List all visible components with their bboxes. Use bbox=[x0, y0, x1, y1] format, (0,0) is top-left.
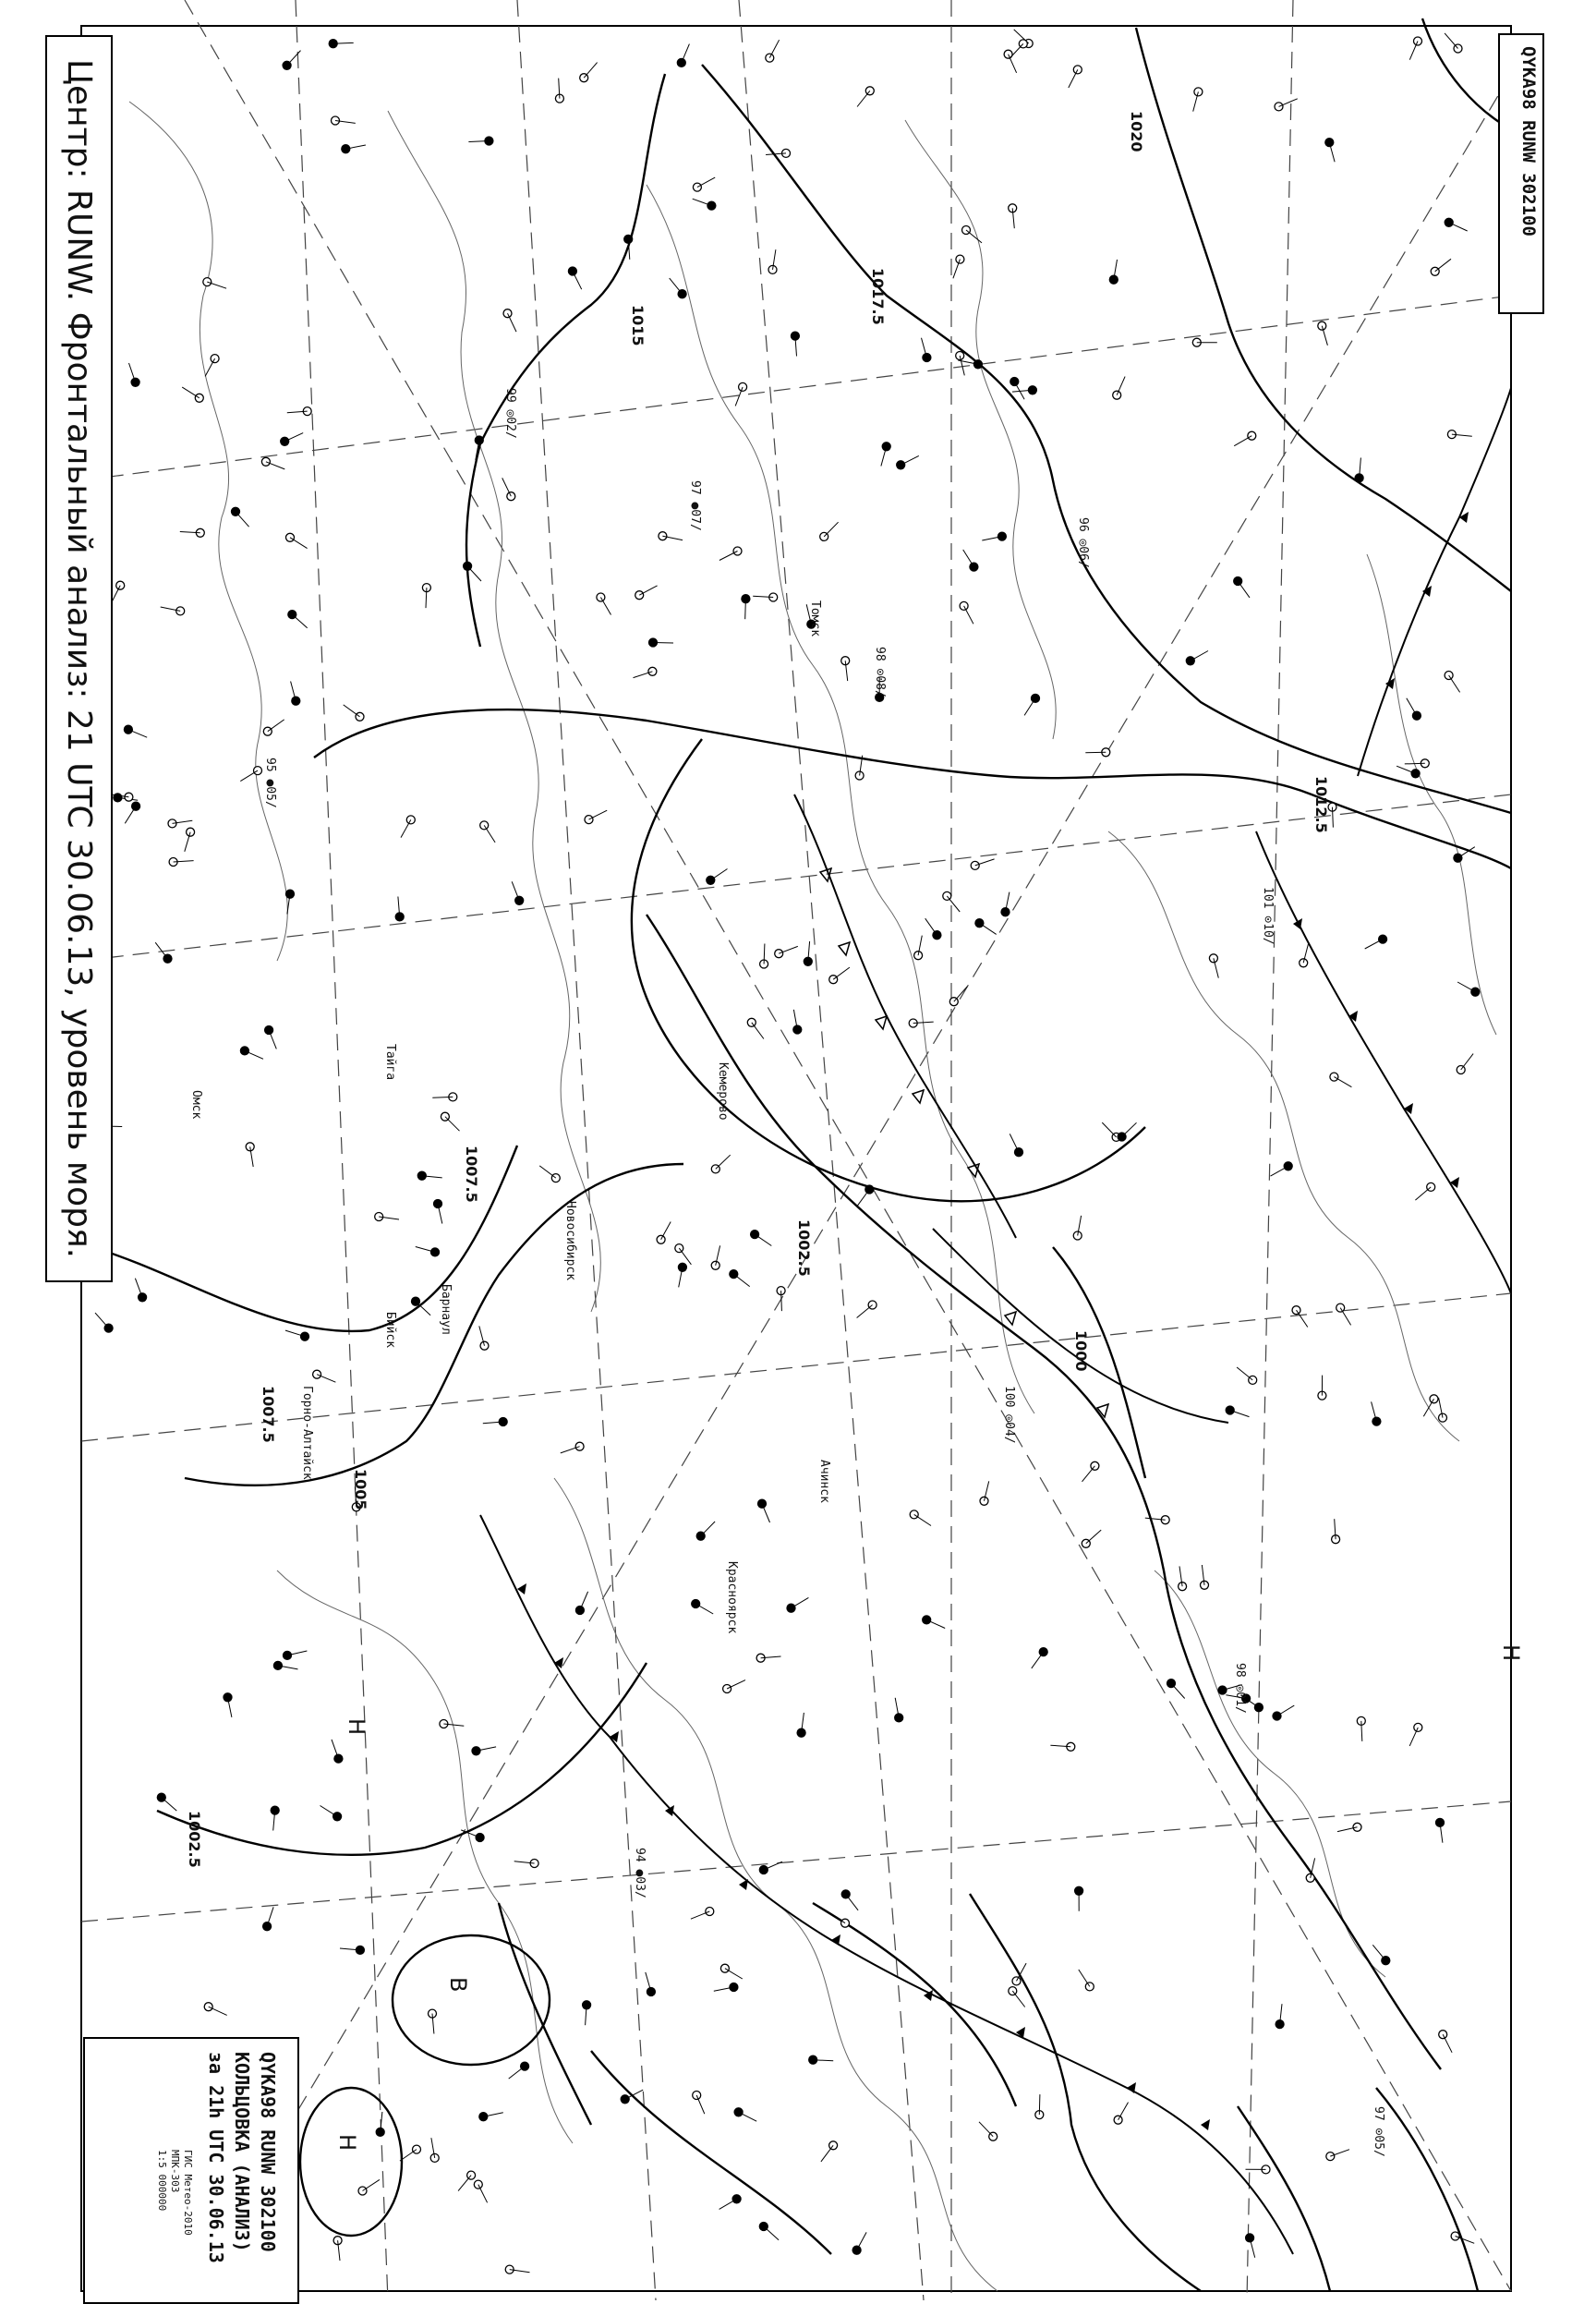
wind-barb bbox=[182, 387, 200, 398]
wind-barb bbox=[833, 967, 850, 979]
front-barbs bbox=[517, 512, 1469, 2130]
wind-barb bbox=[769, 40, 779, 57]
wind-barb bbox=[1012, 1991, 1024, 2007]
city-label: Горно-Алтайск bbox=[300, 1386, 314, 1480]
wind-barb bbox=[670, 278, 683, 294]
wind-barb bbox=[245, 1050, 263, 1059]
wind-barb bbox=[752, 1023, 764, 1039]
station-report: 99 ◎02/ bbox=[503, 388, 517, 439]
wind-barb bbox=[701, 1522, 715, 1536]
wind-barb bbox=[696, 2095, 705, 2114]
wind-barb bbox=[1117, 377, 1125, 395]
wind-barb bbox=[1449, 675, 1460, 692]
wind-barb bbox=[926, 1619, 945, 1628]
wind-barb bbox=[1010, 1134, 1019, 1152]
wind-barb bbox=[1334, 1077, 1351, 1087]
wind-barb bbox=[901, 455, 919, 465]
low-center-label: Н bbox=[334, 2134, 360, 2151]
fronts bbox=[480, 388, 1511, 2254]
legend-station: МПК-303 bbox=[169, 2150, 181, 2192]
wind-barb bbox=[653, 643, 673, 644]
wind-barb bbox=[458, 2176, 471, 2191]
low-center-label: Н bbox=[1498, 1644, 1524, 1661]
legend-scale: 1:5 000000 bbox=[156, 2150, 168, 2211]
wind-barb bbox=[719, 2199, 737, 2209]
front-open-triangles bbox=[820, 868, 1108, 1417]
wind-barb bbox=[846, 1894, 858, 1910]
wind-barb bbox=[1445, 33, 1457, 49]
city-label: Красноярск bbox=[725, 1561, 739, 1633]
wind-barb bbox=[964, 606, 973, 624]
wind-barb bbox=[725, 1969, 743, 1979]
wind-barb bbox=[290, 538, 308, 549]
isobar-label: 1002.5 bbox=[186, 1811, 203, 1868]
wind-barb bbox=[716, 1155, 731, 1169]
wind-barb bbox=[1086, 1530, 1101, 1544]
high-center-label: В bbox=[445, 1977, 471, 1992]
wind-barb bbox=[679, 1248, 691, 1265]
wind-barb bbox=[1191, 651, 1208, 661]
wind-barb bbox=[1014, 382, 1024, 399]
wind-barb bbox=[1234, 436, 1251, 446]
wind-barb bbox=[1415, 1187, 1431, 1200]
wind-barb bbox=[745, 599, 746, 619]
city-label: Омск bbox=[189, 1090, 203, 1119]
wind-barb bbox=[484, 825, 495, 843]
wind-barb bbox=[1009, 55, 1017, 73]
legend-name: КОЛЬЦОВКА (АНАЛИЗ) bbox=[231, 2052, 253, 2252]
station-report: 97 ●07/ bbox=[688, 480, 702, 531]
city-label: Кемерово bbox=[716, 1062, 730, 1121]
wind-barb bbox=[925, 918, 937, 935]
wind-barb bbox=[1407, 698, 1417, 716]
legend-box bbox=[83, 2037, 299, 2304]
wind-barb bbox=[963, 550, 974, 567]
header-code-box bbox=[1498, 33, 1544, 314]
city-label: Ачинск bbox=[817, 1460, 831, 1503]
wind-barb bbox=[1372, 1945, 1385, 1960]
wind-barb bbox=[1032, 1652, 1044, 1668]
isobar-label: 1012.5 bbox=[1312, 776, 1330, 833]
wind-barb bbox=[508, 313, 517, 332]
isobar-label: 1007.5 bbox=[260, 1386, 277, 1443]
wind-barb bbox=[268, 720, 284, 732]
wind-barb bbox=[857, 91, 870, 106]
wind-barb bbox=[1122, 1122, 1137, 1136]
wind-barb bbox=[824, 522, 838, 537]
wind-barb bbox=[954, 987, 968, 1002]
station-report: 97 ⊙05/ bbox=[1372, 2106, 1385, 2157]
wind-barb bbox=[1435, 259, 1451, 272]
wind-barb bbox=[162, 1798, 177, 1812]
wind-barb bbox=[764, 2226, 779, 2240]
wind-barb bbox=[639, 586, 657, 595]
wind-barb bbox=[1085, 752, 1106, 753]
wind-barb bbox=[573, 272, 582, 290]
wind-barb bbox=[1102, 1122, 1116, 1137]
city-label: Бийск bbox=[383, 1312, 397, 1348]
wind-barb bbox=[857, 2232, 867, 2249]
wind-barb bbox=[857, 1190, 869, 1207]
geography-lines bbox=[129, 102, 1496, 2291]
wind-barb bbox=[478, 2185, 488, 2203]
wind-barb bbox=[697, 177, 715, 188]
wind-barb bbox=[1082, 1466, 1095, 1482]
wind-barb bbox=[240, 770, 258, 782]
isobar-label: 1005 bbox=[352, 1469, 369, 1510]
wind-barb bbox=[719, 552, 738, 561]
wind-barb bbox=[209, 2007, 227, 2015]
city-label: Барнаул bbox=[439, 1284, 453, 1335]
wind-barb bbox=[1457, 982, 1475, 992]
wind-barb bbox=[764, 1861, 782, 1870]
wind-barb bbox=[1237, 1367, 1252, 1380]
wind-barb bbox=[755, 1234, 771, 1245]
isobar-label: 1020 bbox=[1128, 111, 1145, 152]
wind-barb bbox=[1277, 1705, 1295, 1716]
wind-barb bbox=[914, 1514, 931, 1525]
wind-barb bbox=[1405, 763, 1425, 764]
city-label: Новосибирск bbox=[563, 1201, 577, 1280]
wind-barb bbox=[682, 44, 690, 63]
legend-time: за 21h UTC 30.06.13 bbox=[205, 2052, 227, 2263]
wind-barb bbox=[539, 1166, 556, 1178]
wind-barb bbox=[1024, 698, 1035, 716]
wind-barb bbox=[1271, 1166, 1288, 1176]
wind-barb bbox=[828, 1912, 845, 1923]
wind-barb bbox=[1365, 940, 1383, 949]
wind-barb bbox=[739, 2112, 757, 2121]
wind-barb bbox=[821, 2145, 833, 2162]
wind-barb bbox=[95, 1313, 109, 1328]
wind-barb bbox=[857, 1305, 873, 1318]
wind-barb bbox=[710, 869, 727, 880]
wind-barb bbox=[1171, 1683, 1185, 1698]
wind-barb bbox=[1069, 69, 1078, 88]
wind-barb bbox=[1449, 223, 1468, 231]
wind-barb bbox=[284, 433, 303, 442]
wind-barb bbox=[1279, 99, 1298, 107]
city-label: Тайга bbox=[383, 1044, 397, 1080]
isobar-label: 1015 bbox=[629, 305, 647, 346]
wind-barb bbox=[727, 1680, 745, 1689]
legend-code: QYKA98 RUNW 302100 bbox=[257, 2052, 279, 2252]
station-report: 98 ◎01/ bbox=[1233, 1663, 1247, 1714]
wind-barb bbox=[1409, 1728, 1418, 1746]
map-title: Центр: RUNW. Фронтальный анализ: 21 UTC 30.06.13, уровень моря. bbox=[45, 35, 113, 1282]
station-report: 94 ●03/ bbox=[633, 1848, 647, 1898]
isobar-label: 1017.5 bbox=[869, 268, 887, 325]
wind-barb bbox=[979, 2122, 993, 2137]
wind-barb bbox=[1079, 1970, 1090, 1986]
wind-barb bbox=[584, 63, 597, 79]
wind-barb bbox=[509, 2067, 525, 2080]
wind-barb bbox=[979, 923, 996, 934]
city-label: Томск bbox=[808, 600, 822, 637]
wind-barb bbox=[733, 1274, 749, 1287]
wind-barb bbox=[363, 2179, 380, 2190]
wind-barb bbox=[344, 705, 360, 717]
wind-barb bbox=[1443, 2034, 1452, 2053]
wind-barb bbox=[125, 806, 136, 824]
wind-barb bbox=[1297, 1310, 1308, 1327]
isobar-label: 1007.5 bbox=[463, 1146, 480, 1203]
wind-barb bbox=[661, 1222, 671, 1240]
wind-barb bbox=[762, 1504, 770, 1522]
wind-barb bbox=[502, 478, 512, 496]
wind-barb bbox=[947, 896, 960, 912]
header-code: QYKA98 RUNW 302100 bbox=[1518, 46, 1539, 236]
wind-barb bbox=[1238, 581, 1250, 598]
isobar-label: 1000 bbox=[1072, 1330, 1090, 1372]
station-report: 98 ⊙08/ bbox=[873, 647, 887, 697]
wind-barb bbox=[966, 230, 982, 243]
low-center-label: Н bbox=[344, 1718, 369, 1735]
wind-barb bbox=[320, 1806, 338, 1817]
wind-barb bbox=[205, 358, 215, 376]
wind-barb bbox=[236, 512, 249, 527]
wind-barb bbox=[317, 1375, 335, 1383]
station-report: 101 ⊙10/ bbox=[1261, 887, 1275, 945]
wind-barb bbox=[128, 730, 147, 738]
wind-barb bbox=[600, 598, 611, 615]
station-report: 96 ◎06/ bbox=[1076, 517, 1090, 568]
wind-barb bbox=[292, 614, 307, 628]
wind-barb bbox=[1409, 42, 1418, 60]
station-report: 95 ●05/ bbox=[263, 758, 277, 808]
wind-barb bbox=[401, 819, 411, 837]
wind-barb bbox=[589, 810, 608, 819]
wind-barb bbox=[445, 1117, 460, 1132]
legend-software: ГИС Метео-2010 bbox=[182, 2150, 194, 2236]
wind-barb bbox=[1461, 1054, 1473, 1070]
station-report: 100 ◎04/ bbox=[1002, 1386, 1016, 1444]
wind-barb bbox=[467, 566, 481, 581]
wind-barb bbox=[1118, 2103, 1129, 2120]
isobar-label: 1002.5 bbox=[795, 1219, 813, 1277]
wind-barb bbox=[580, 1592, 588, 1610]
wind-barb bbox=[792, 1597, 809, 1607]
wind-barb bbox=[695, 1604, 713, 1614]
wind-barb bbox=[1039, 2094, 1040, 2115]
